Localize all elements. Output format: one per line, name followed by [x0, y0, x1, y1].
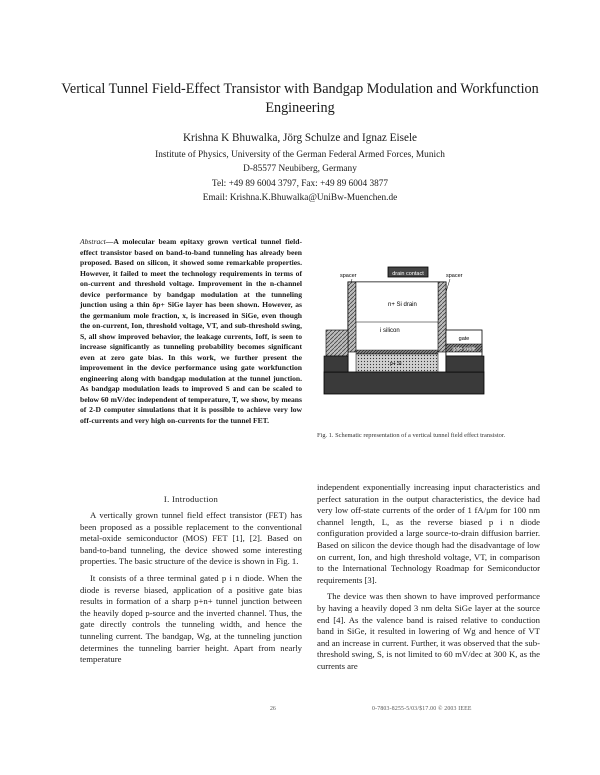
- affiliation-address: D-85577 Neubiberg, Germany: [243, 164, 357, 175]
- spacer-right-label: spacer: [446, 273, 463, 279]
- n-drain-label: n+ Si drain: [388, 302, 417, 308]
- paper-title: Vertical Tunnel Field-Effect Transistor with Bandgap Modulation and Workfunction Engineering: [61, 81, 539, 116]
- affiliation-phone: Tel: +49 89 6004 3797, Fax: +49 89 6004 3877: [211, 178, 389, 189]
- spacer-right: [438, 282, 446, 352]
- authors: Krishna K Bhuwalka, Jörg Schulze and Ignaz Eisele: [182, 132, 418, 144]
- gate-left-region: [326, 330, 348, 356]
- sige-delta-layer: [356, 350, 438, 354]
- intro-paragraph-1: A vertically grown tunnel field effect transistor (FET) has been proposed as a possible replacement to the conventional metal-oxide semiconductor (MOS) FET [1], [2]. Based on band-to-band tunneling, the device showed some interesting properties. The basic structure of the device is shown in Fig. 1.: [80, 510, 302, 567]
- right-paragraph-2: The device was then shown to have improved performance by having a heavily doped 3 nm delta SiGe layer at the source end [4]. As the valence band is raised relative to conduction band in SiGe, it resulted in lowering of Wg and hence of VT and an increase in current. Further, it was observed that the sub-threshold swing, S, is not limited to 60 mV/dec at 300 K, as the currents are: [317, 591, 540, 671]
- gate-oxide-label: gate oxide: [452, 346, 476, 353]
- spacer-left: [348, 282, 356, 352]
- substrate-contact: [324, 372, 484, 394]
- affiliation: [60, 148, 540, 205]
- spacer-left-label: spacer: [340, 273, 357, 279]
- affiliation-email: Email: Krishna.K.Bhuwalka@UniBw-Muenchen.de: [202, 192, 398, 203]
- section-heading-introduction: I. Introduction: [163, 494, 219, 504]
- right-column-body: [317, 482, 540, 678]
- drain-contact-label: drain contact: [392, 271, 424, 277]
- figure-1-caption: Fig. 1. Schematic representation of a vertical tunnel field effect transistor.: [317, 432, 506, 439]
- abstract-text: —A molecular beam epitaxy grown vertical tunnel field-effect transistor based on band-to-band tunneling has already been proposed. Based on silicon, it showed some remarkable properties. However, it failed to meet the technology requirements in terms of on-current and threshold voltage. Improvement in the n-channel device performance by bandgap modulation at the tunneling junction using a thin δp+ SiGe layer has been shown. However, as the germanium mole fraction, x, is increased in SiGe, even though the on-current, Ion, threshold voltage, VT, and sub-threshold swing, S, all show improved behavior, the leakage currents, Ioff, is seen to increase significantly as tunneling probability becomes significant even at zero gate bias. In this work, we further present the improvement in the device performance using gate workfunction engineering along with bandgap modulation at the tunnel junction. As bandgap modulation leads to improved S and can be scaled to below 60 mV/dec independent of temperature, T, we show, by means of 2-D computer simulations that it is possible to achieve very low off-currents and very high on-currents for the tunnel FET.: [80, 237, 302, 425]
- abstract: [80, 237, 302, 426]
- page-number: 26: [270, 706, 276, 712]
- gate-label: gate: [458, 336, 470, 342]
- abstract-label: Abstract: [80, 237, 106, 246]
- figure-1-schematic: [318, 264, 488, 424]
- intro-paragraph-2: It consists of a three terminal gated p i n diode. When the diode is reverse biased, application of a positive gate bias results in formation of a sharp p+n+ tunnel junction between the heavily doped p-source and the inverted channel. Thus, the gate directly controls the tunneling width, and hence the tunneling current. The bandgap, Wg, at the tunneling junction determines the tunneling barrier height. Apart from nearly temperature: [80, 572, 302, 665]
- p-source-label: p+ Si: [390, 361, 402, 367]
- affiliation-institute: Institute of Physics, University of the German Federal Armed Forces, Munich: [155, 150, 445, 160]
- copyright-line: 0-7803-8255-5/03/$17.00 © 2003 IEEE: [372, 706, 472, 712]
- introduction-body: [80, 510, 302, 671]
- right-paragraph-1: independent exponentially increasing input characteristics and perfect saturation in the output characteristics, the device had very low off-state currents of the order of 1 fA/μm for 100 nm channel length, L, as the reverse biased p i n diode configuration provided a large source-to-drain diffusion barrier. Based on silicon the device though had the disadvantage of low on current, Ion, and high threshold voltage, VT, in comparison to the International Technology Roadmap for Semiconductor requirements [3].: [317, 482, 540, 585]
- i-silicon-label: i silicon: [380, 328, 400, 334]
